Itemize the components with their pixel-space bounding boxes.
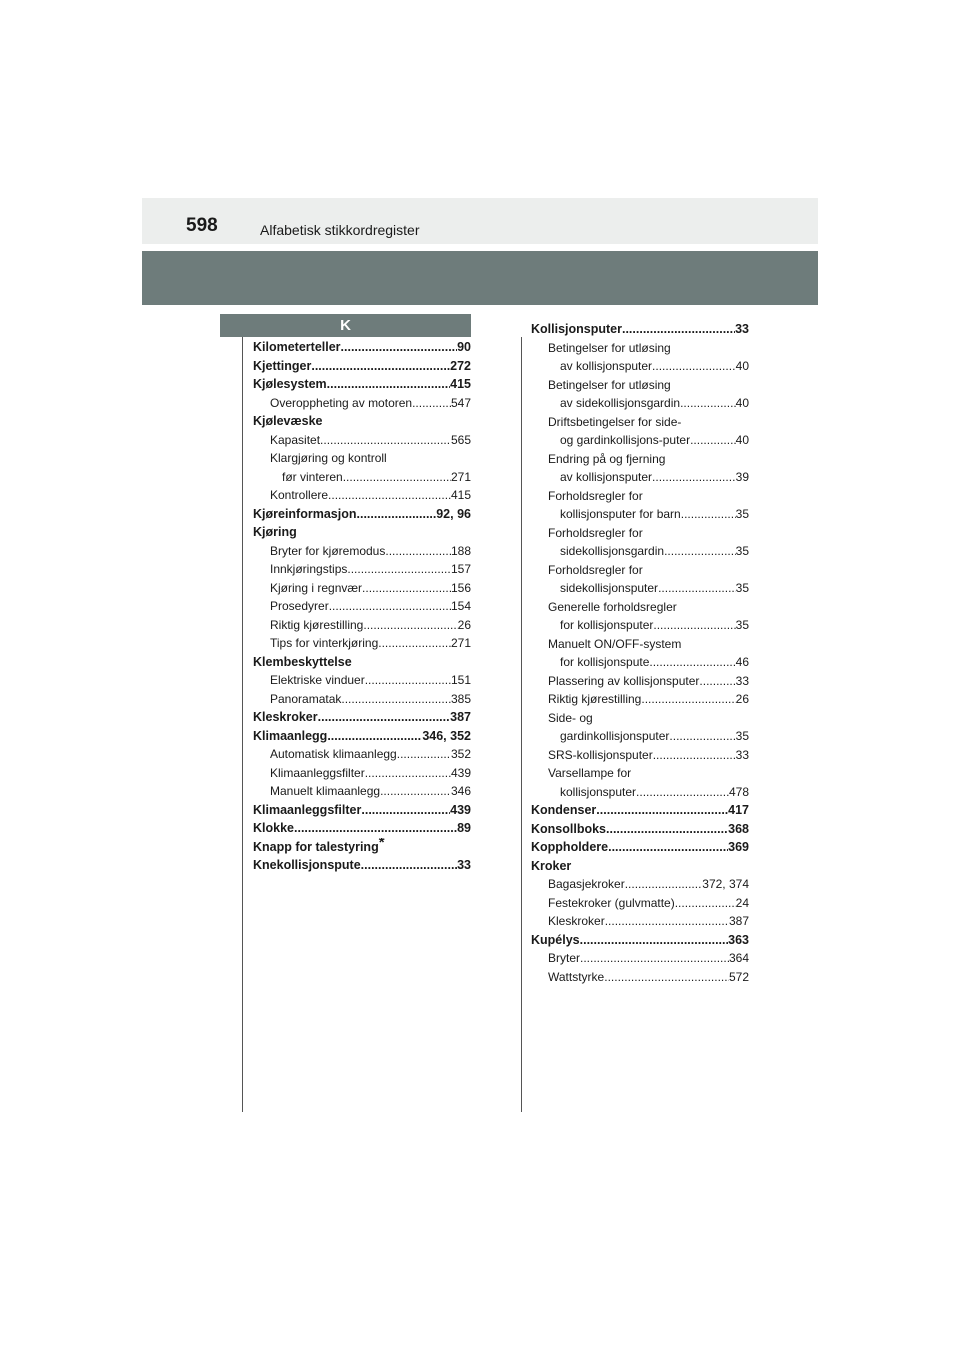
index-entry: Kjølesystem ..... 415 [253,375,471,394]
index-subentry: Prosedyrer ..... 154 [253,597,471,616]
index-subentry: kollisjonsputer for barn ..... 35 [531,505,749,524]
index-entry: Kondenser ..... 417 [531,801,749,820]
index-subentry: gardinkollisjonsputer ..... 35 [531,727,749,746]
index-subentry-text: Betingelser for utløsing [548,377,671,392]
index-entry: Koppholdere ..... 369 [531,838,749,857]
index-subentry: og gardinkollisjons-puter ..... 40 [531,431,749,450]
index-subentry: av kollisjonsputer ..... 40 [531,357,749,376]
index-subentry: Innkjøringstips ..... 157 [253,560,471,579]
index-entry: Kupélys ..... 363 [531,931,749,950]
index-entry: Konsollboks ..... 368 [531,820,749,839]
index-entry: Klimaanlegg ..... 346, 352 [253,727,471,746]
index-subentry: Klimaanleggsfilter ..... 439 [253,764,471,783]
column-rule-middle [521,337,522,1112]
index-column-2 [531,320,749,986]
index-subentry: Kapasitet ..... 565 [253,431,471,450]
index-subentry: Manuelt klimaanlegg ..... 346 [253,782,471,801]
index-subentry-text: Side- og [548,710,593,725]
index-subentry-text: Betingelser for utløsing [548,340,671,355]
index-subentry: Wattstyrke ..... 572 [531,968,749,987]
index-subentry-text: Forholdsregler for [548,525,643,540]
index-entry-heading: Kroker [531,858,572,873]
index-subentry: Bryter ..... 364 [531,949,749,968]
index-subentry-text: Endring på og fjerning [548,451,666,466]
index-entry: Kjettinger ..... 272 [253,357,471,376]
index-subentry: Plassering av kollisjonsputer ..... 33 [531,672,749,691]
index-subentry: Tips for vinterkjøring ..... 271 [253,634,471,653]
index-subentry: for kollisjonspute ..... 46 [531,653,749,672]
index-entry: Klokke ..... 89 [253,819,471,838]
index-subentry-text: Forholdsregler for [548,488,643,503]
index-subentry: kollisjonsputer ..... 478 [531,783,749,802]
index-entry: Kollisjonsputer ..... 33 [531,320,749,339]
page-number: 598 [186,215,218,236]
index-entry: Knekollisjonspute ..... 33 [253,856,471,875]
index-entry: Klimaanleggsfilter ..... 439 [253,801,471,820]
index-column-1 [253,338,471,875]
index-subentry: Bagasjekroker ..... 372, 374 [531,875,749,894]
index-subentry: Riktig kjørestilling ..... 26 [531,690,749,709]
index-subentry-text: Varsellampe for [548,766,632,780]
index-subentry: Kleskroker ..... 387 [531,912,749,931]
index-subentry: Bryter for kjøremodus ..... 188 [253,542,471,561]
index-subentry-text: Manuelt ON/OFF-system [548,636,682,651]
index-subentry: av sidekollisjonsgardin ..... 40 [531,394,749,413]
index-subentry: Elektriske vinduer ..... 151 [253,671,471,690]
section-letter-tab: K [220,314,471,337]
index-entry-heading: Kjølevæske [253,414,323,428]
footnote-star: * [378,837,385,851]
column-rule-left [242,337,243,1112]
index-entry: Kjøreinformasjon ..... 92, 96 [253,505,471,524]
index-subentry-text: Driftsbetingelser for side- [548,414,682,429]
header-band [142,251,818,305]
index-subentry-text: Klargjøring og kontroll [270,451,387,465]
index-subentry: før vinteren ..... 271 [253,468,471,487]
index-subentry: SRS-kollisjonsputer ..... 33 [531,746,749,765]
page-title: Alfabetisk stikkordregister [260,222,420,238]
index-entry: Kleskroker ..... 387 [253,708,471,727]
index-subentry: sidekollisjonsputer ..... 35 [531,579,749,598]
header-bar [142,198,818,244]
index-subentry: av kollisjonsputer ..... 39 [531,468,749,487]
index-subentry-text: Forholdsregler for [548,562,643,577]
index-subentry: Festekroker (gulvmatte) ..... 24 [531,894,749,913]
index-subentry: Automatisk klimaanlegg ..... 352 [253,745,471,764]
index-entry-heading: Knapp for talestyring* [253,838,471,857]
index-subentry: Panoramatak ..... 385 [253,690,471,709]
index-subentry: Kjøring i regnvær ..... 156 [253,579,471,598]
index-entry-heading: Kjøring [253,525,297,539]
index-entry-heading: Klembeskyttelse [253,654,352,669]
index-subentry: Riktig kjørestilling ..... 26 [253,616,471,635]
index-subentry: sidekollisjonsgardin ..... 35 [531,542,749,561]
index-entry: Kilometerteller ..... 90 [253,338,471,357]
index-subentry: Kontrollere ..... 415 [253,486,471,505]
index-subentry: Overoppheting av motoren ..... 547 [253,394,471,413]
index-subentry-text: Generelle forholdsregler [548,599,677,614]
index-subentry: for kollisjonsputer ..... 35 [531,616,749,635]
